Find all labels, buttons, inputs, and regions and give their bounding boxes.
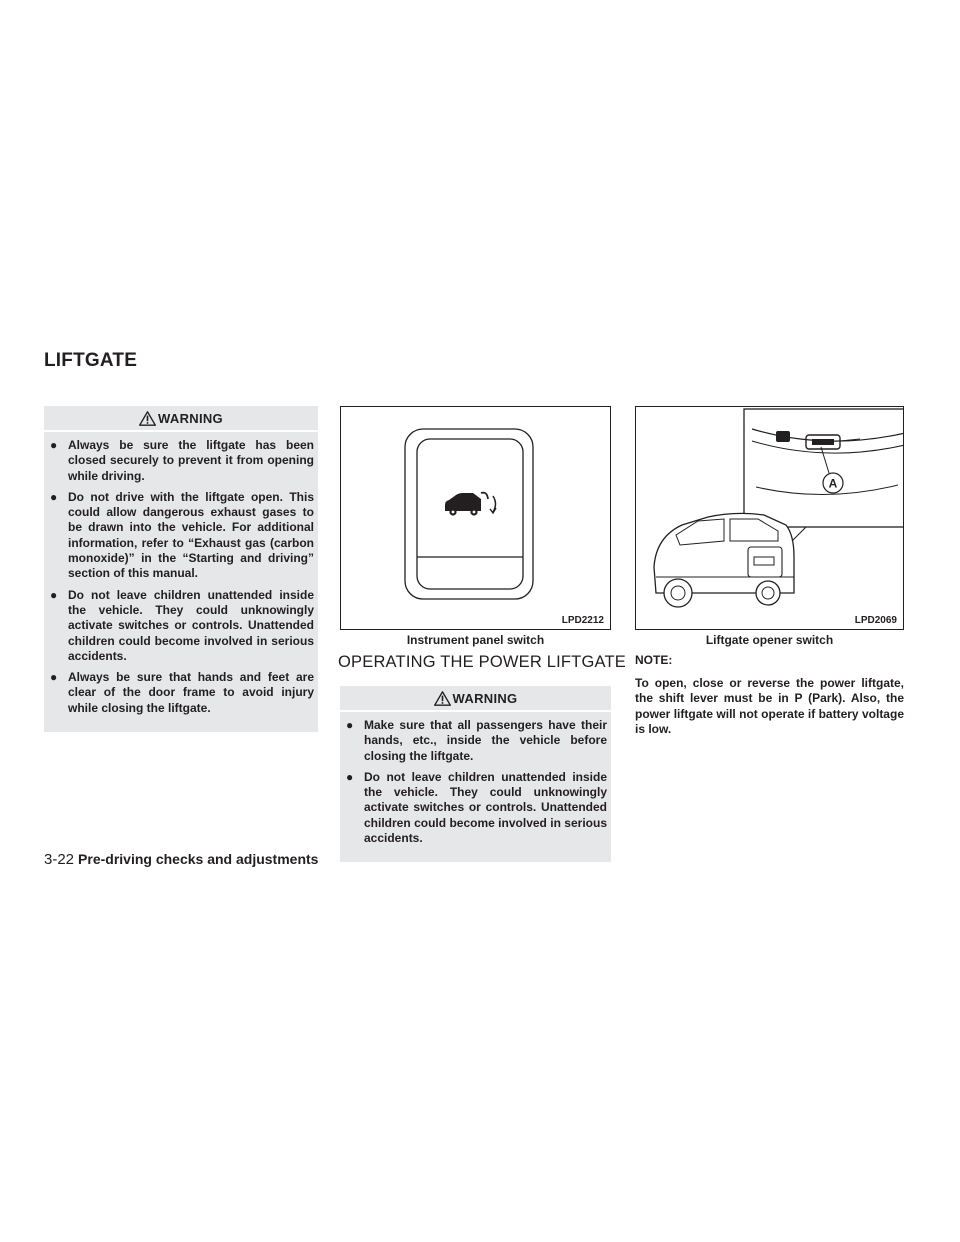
list-item: ● Do not leave children unattended inside the vehicle. They could unknowingly activate switches or controls. Unattended children could become involved in serious accidents.: [346, 769, 607, 846]
warning-triangle-icon: [434, 691, 451, 706]
bullet-icon: ●: [346, 718, 354, 732]
figure-code: LPD2069: [854, 615, 897, 626]
bullet-icon: ●: [50, 438, 58, 452]
instrument-panel-switch-illustration: [341, 407, 611, 629]
figure-liftgate-opener-switch: [635, 406, 904, 630]
figure-caption: Instrument panel switch: [406, 633, 545, 647]
section-title: LIFTGATE: [44, 350, 138, 371]
page-number: 3-22: [44, 851, 75, 868]
figure-instrument-panel-switch: [340, 406, 611, 630]
bullet-icon: ●: [346, 769, 354, 784]
warning-list: [44, 432, 318, 716]
note-text: To open, close or reverse the power liftgate, the shift lever must be in P (Park). Also, the power liftgate will not operate if battery voltage is low.: [635, 676, 904, 736]
warning-title: WARNING: [158, 410, 223, 426]
bullet-icon: ●: [50, 587, 58, 602]
list-item: ● Do not leave children unattended inside the vehicle. They could unknowingly activate switches or controls. Unattended children could become involved in serious accidents.: [50, 587, 314, 663]
warning-header: [340, 686, 611, 712]
figure-caption: Liftgate opener switch: [705, 633, 834, 647]
list-item: ● Make sure that all passengers have their hands, etc., inside the vehicle before closing the liftgate.: [346, 718, 607, 763]
liftgate-opener-illustration: [636, 407, 904, 629]
note-label: NOTE:: [635, 653, 673, 667]
callout-label: A: [828, 476, 838, 491]
warning-list: [340, 712, 611, 846]
warning-box-operating: [340, 686, 611, 862]
column-middle: [338, 406, 626, 862]
list-item: ● Always be sure the liftgate has been closed securely to prevent it from opening while driving.: [50, 438, 314, 483]
warning-title: WARNING: [452, 690, 518, 706]
bullet-icon: ●: [50, 670, 58, 685]
column-left: [44, 406, 318, 732]
list-item: ● Do not drive with the liftgate open. This could allow dangerous exhaust gases to be drawn into the vehicle. For additional information, refer to “Exhaust gas (carbon monoxide)” in the “Starting and driving” section of this manual.: [50, 489, 314, 581]
warning-box-liftgate: [44, 406, 318, 732]
list-item: ● Always be sure that hands and feet are clear of the door frame to avoid injury while closing the liftgate.: [50, 670, 314, 715]
warning-header: [44, 406, 318, 432]
chapter-title: Pre-driving checks and adjustments: [78, 851, 319, 867]
figure-code: LPD2212: [561, 615, 604, 626]
bullet-icon: ●: [50, 489, 58, 504]
page-footer: [44, 851, 318, 868]
liftgate-car-icon: [445, 493, 496, 516]
column-right: [635, 406, 904, 737]
warning-triangle-icon: [139, 411, 156, 426]
subsection-heading: OPERATING THE POWER LIFTGATE: [338, 653, 626, 671]
